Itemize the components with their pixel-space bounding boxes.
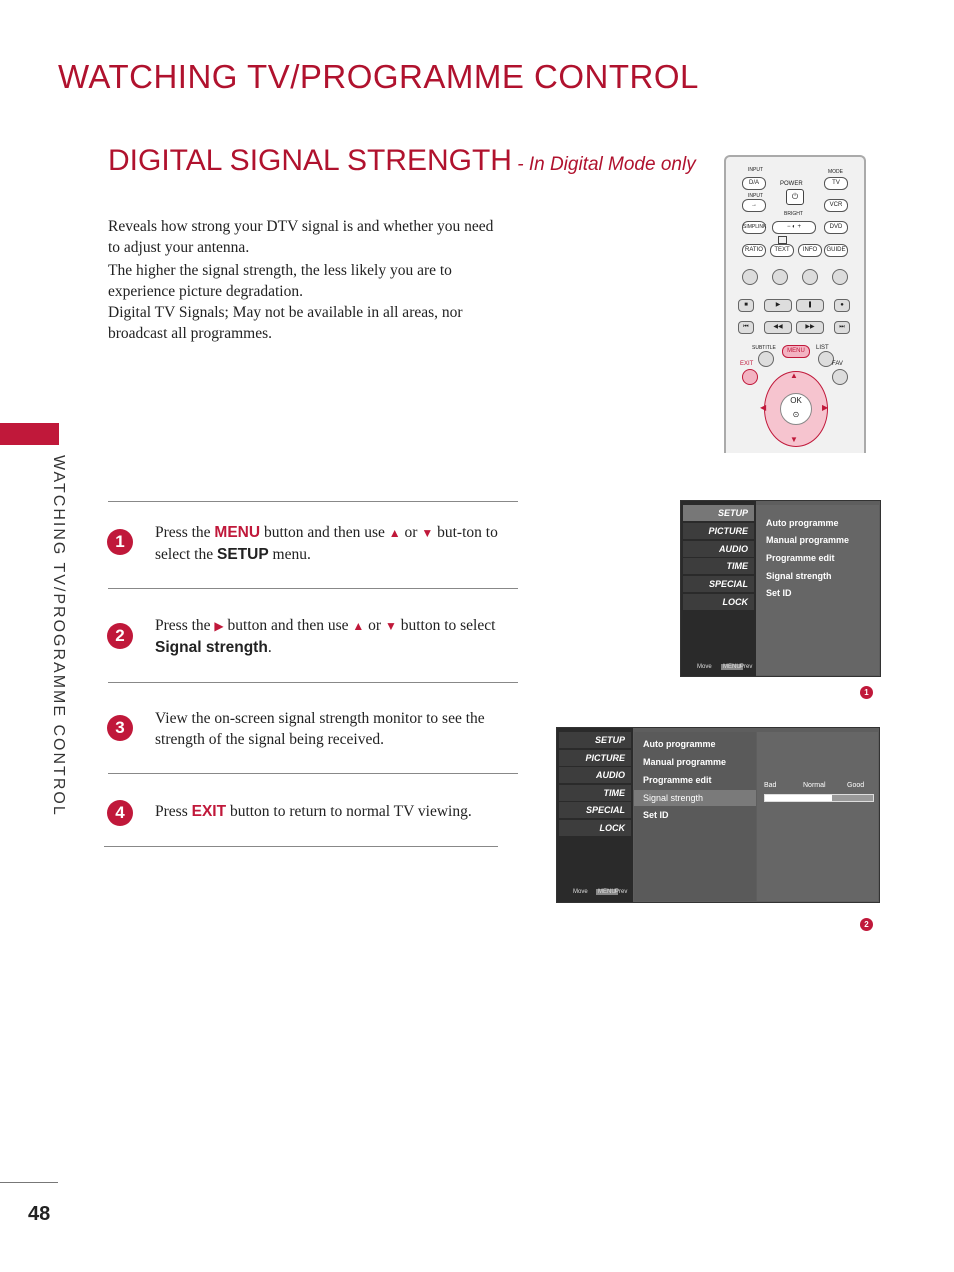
exit-button [742, 369, 758, 385]
remote-label-subtitle: SUBTITLE [752, 345, 776, 351]
page-number: 48 [28, 1203, 51, 1225]
remote-guide-button: GUIDE [824, 244, 848, 257]
menu-column [681, 501, 756, 676]
submenu2-programme-edit: Programme edit [643, 775, 712, 785]
remote-label-exit: EXIT [740, 361, 754, 367]
remote-label-fav: FAV [832, 361, 843, 367]
menu-item-special-2: SPECIAL [559, 802, 631, 818]
brightness-slider-icon: − ◐ + [772, 221, 816, 234]
menu-item-audio-2: AUDIO [559, 767, 631, 783]
submenu2-auto-programme: Auto programme [643, 739, 716, 749]
skip-forward-icon: ⏭ [834, 321, 850, 334]
footer-menu: MENU [723, 664, 741, 670]
input-arrow-icon: → [742, 199, 766, 212]
footer-move-2: Move [573, 889, 588, 895]
figure-badge-1: 1 [860, 686, 873, 699]
menu-screenshot-1 [680, 500, 881, 677]
menu-item-audio: AUDIO [683, 541, 754, 557]
step-3-text: View the on-screen signal strength monitor to see the strength of the signal being received. [155, 710, 485, 748]
menu-item-lock-2: LOCK [559, 820, 631, 836]
power-icon: ⏻ [786, 189, 804, 205]
ok-button: OK ⊙ [780, 393, 812, 425]
side-tab-marker [0, 423, 59, 445]
up-arrow-icon: ▲ [388, 526, 401, 540]
submenu-panel [756, 505, 879, 675]
footer-prev: Prev [740, 664, 753, 670]
section-subtitle: - In Digital Mode only [511, 154, 696, 175]
intro-paragraph-2: The higher the signal strength, the less likely you are to experience picture degradation. [108, 262, 452, 300]
step-1-number: 1 [107, 529, 133, 555]
remote-ratio-button: RATIO [742, 244, 766, 257]
page-header-title: WATCHING TV/PROGRAMME CONTROL [58, 58, 699, 95]
remote-label-bright: BRIGHT [784, 211, 803, 217]
skip-back-icon: ⏮ [738, 321, 754, 334]
section-title-main: DIGITAL SIGNAL STRENGTH [108, 144, 512, 177]
remote-dvd-button: DVD [824, 221, 848, 234]
nav-left-arrow-icon: ◀ [760, 403, 767, 412]
exit-keyword: EXIT [191, 803, 227, 820]
menu-item-setup: SETUP [683, 505, 754, 521]
intro-paragraph-3: Digital TV Signals; May not be available in all areas, nor broadcast all programmes. [108, 304, 463, 342]
step-2-text: Press the ▶ button and then use ▲ or ▼ button to select Signal strength. [155, 617, 496, 656]
submenu2-manual-programme: Manual programme [643, 757, 727, 767]
submenu2-set-id: Set ID [643, 810, 669, 820]
step-3-number: 3 [107, 715, 133, 741]
remote-label-input-2: INPUT [748, 193, 763, 199]
remote-control-illustration [724, 155, 866, 453]
submenu2-signal-strength: Signal strength [643, 793, 704, 803]
fav-button [832, 369, 848, 385]
section-title [108, 144, 696, 178]
right-arrow-icon: ▶ [214, 619, 224, 633]
ok-label: OK [790, 396, 802, 405]
down-arrow-icon: ▼ [384, 619, 397, 633]
fast-forward-icon: ▶▶ [796, 321, 824, 334]
remote-da-button: D/A [742, 177, 766, 190]
color-button-2 [772, 269, 788, 285]
signal-label-bad: Bad [764, 782, 777, 789]
submenu-panel-2 [634, 732, 756, 901]
color-button-3 [802, 269, 818, 285]
pause-icon: ❚ [796, 299, 824, 312]
menu-item-picture-2: PICTURE [559, 750, 631, 766]
submenu-auto-programme: Auto programme [766, 518, 839, 528]
setup-keyword: SETUP [216, 546, 269, 563]
color-button-4 [832, 269, 848, 285]
remote-vcr-button: VCR [824, 199, 848, 212]
remote-label-list: LIST [816, 345, 829, 351]
signal-label-normal: Normal [803, 782, 826, 789]
footer-menu-2: MENU [598, 889, 616, 895]
remote-simplink-button: SIMPLINK [742, 221, 766, 234]
menu-item-special: SPECIAL [683, 576, 754, 592]
menu-column-2 [557, 728, 633, 902]
menu-screenshot-2 [556, 727, 880, 903]
signal-strength-bar [764, 794, 874, 802]
menu-keyword: MENU [214, 524, 261, 541]
submenu-manual-programme: Manual programme [766, 535, 850, 545]
footer-move: Move [697, 664, 712, 670]
remote-label-input: INPUT [748, 167, 763, 173]
step-divider-bottom [104, 846, 498, 847]
step-divider-3 [108, 773, 518, 774]
remote-tv-button: TV [824, 177, 848, 190]
step-divider-2 [108, 682, 518, 683]
menu-item-lock: LOCK [683, 594, 754, 610]
nav-right-arrow-icon: ▶ [822, 403, 829, 412]
down-arrow-icon: ▼ [421, 526, 434, 540]
nav-up-arrow-icon: ▲ [790, 371, 798, 380]
step-4-number: 4 [107, 800, 133, 826]
signal-panel [757, 732, 878, 901]
up-arrow-icon: ▲ [352, 619, 365, 633]
step-divider-1 [108, 588, 518, 589]
signal-strength-keyword: Signal strength [155, 639, 268, 656]
step-divider-top [108, 501, 518, 502]
footer-prev-2: Prev [615, 889, 628, 895]
remote-info-button: INFO [798, 244, 822, 257]
color-button-1 [742, 269, 758, 285]
nav-down-arrow-icon: ▼ [790, 435, 798, 444]
intro-paragraph-1: Reveals how strong your DTV signal is and whether you need to adjust your antenna. [108, 218, 494, 256]
play-icon: ▶ [764, 299, 792, 312]
menu-item-time-2: TIME [559, 785, 631, 801]
step-1-text: Press the MENU button and then use ▲ or ▼ but-ton to select the SETUP menu. [155, 524, 498, 563]
small-square-icon [778, 236, 787, 244]
menu-item-picture: PICTURE [683, 523, 754, 539]
record-icon: ● [834, 299, 850, 312]
submenu-programme-edit: Programme edit [766, 553, 835, 563]
submenu-set-id: Set ID [766, 588, 792, 598]
remote-text-button: TEXT [770, 244, 794, 257]
step-2-number: 2 [107, 623, 133, 649]
rewind-icon: ◀◀ [764, 321, 792, 334]
remote-label-mode: MODE [828, 169, 843, 175]
figure-badge-2: 2 [860, 918, 873, 931]
stop-icon: ■ [738, 299, 754, 312]
footer-divider [0, 1182, 58, 1183]
signal-strength-fill [765, 795, 832, 801]
subtitle-button [758, 351, 774, 367]
step-4-text: Press EXIT button to return to normal TV viewing. [155, 803, 472, 820]
submenu-signal-strength: Signal strength [766, 571, 832, 581]
remote-label-power: POWER [780, 181, 803, 187]
menu-item-setup-2: SETUP [559, 732, 631, 748]
side-tab-label: WATCHING TV/PROGRAMME CONTROL [50, 455, 67, 817]
signal-label-good: Good [847, 782, 865, 789]
remote-menu-button: MENU [782, 345, 810, 358]
menu-item-time: TIME [683, 558, 754, 574]
